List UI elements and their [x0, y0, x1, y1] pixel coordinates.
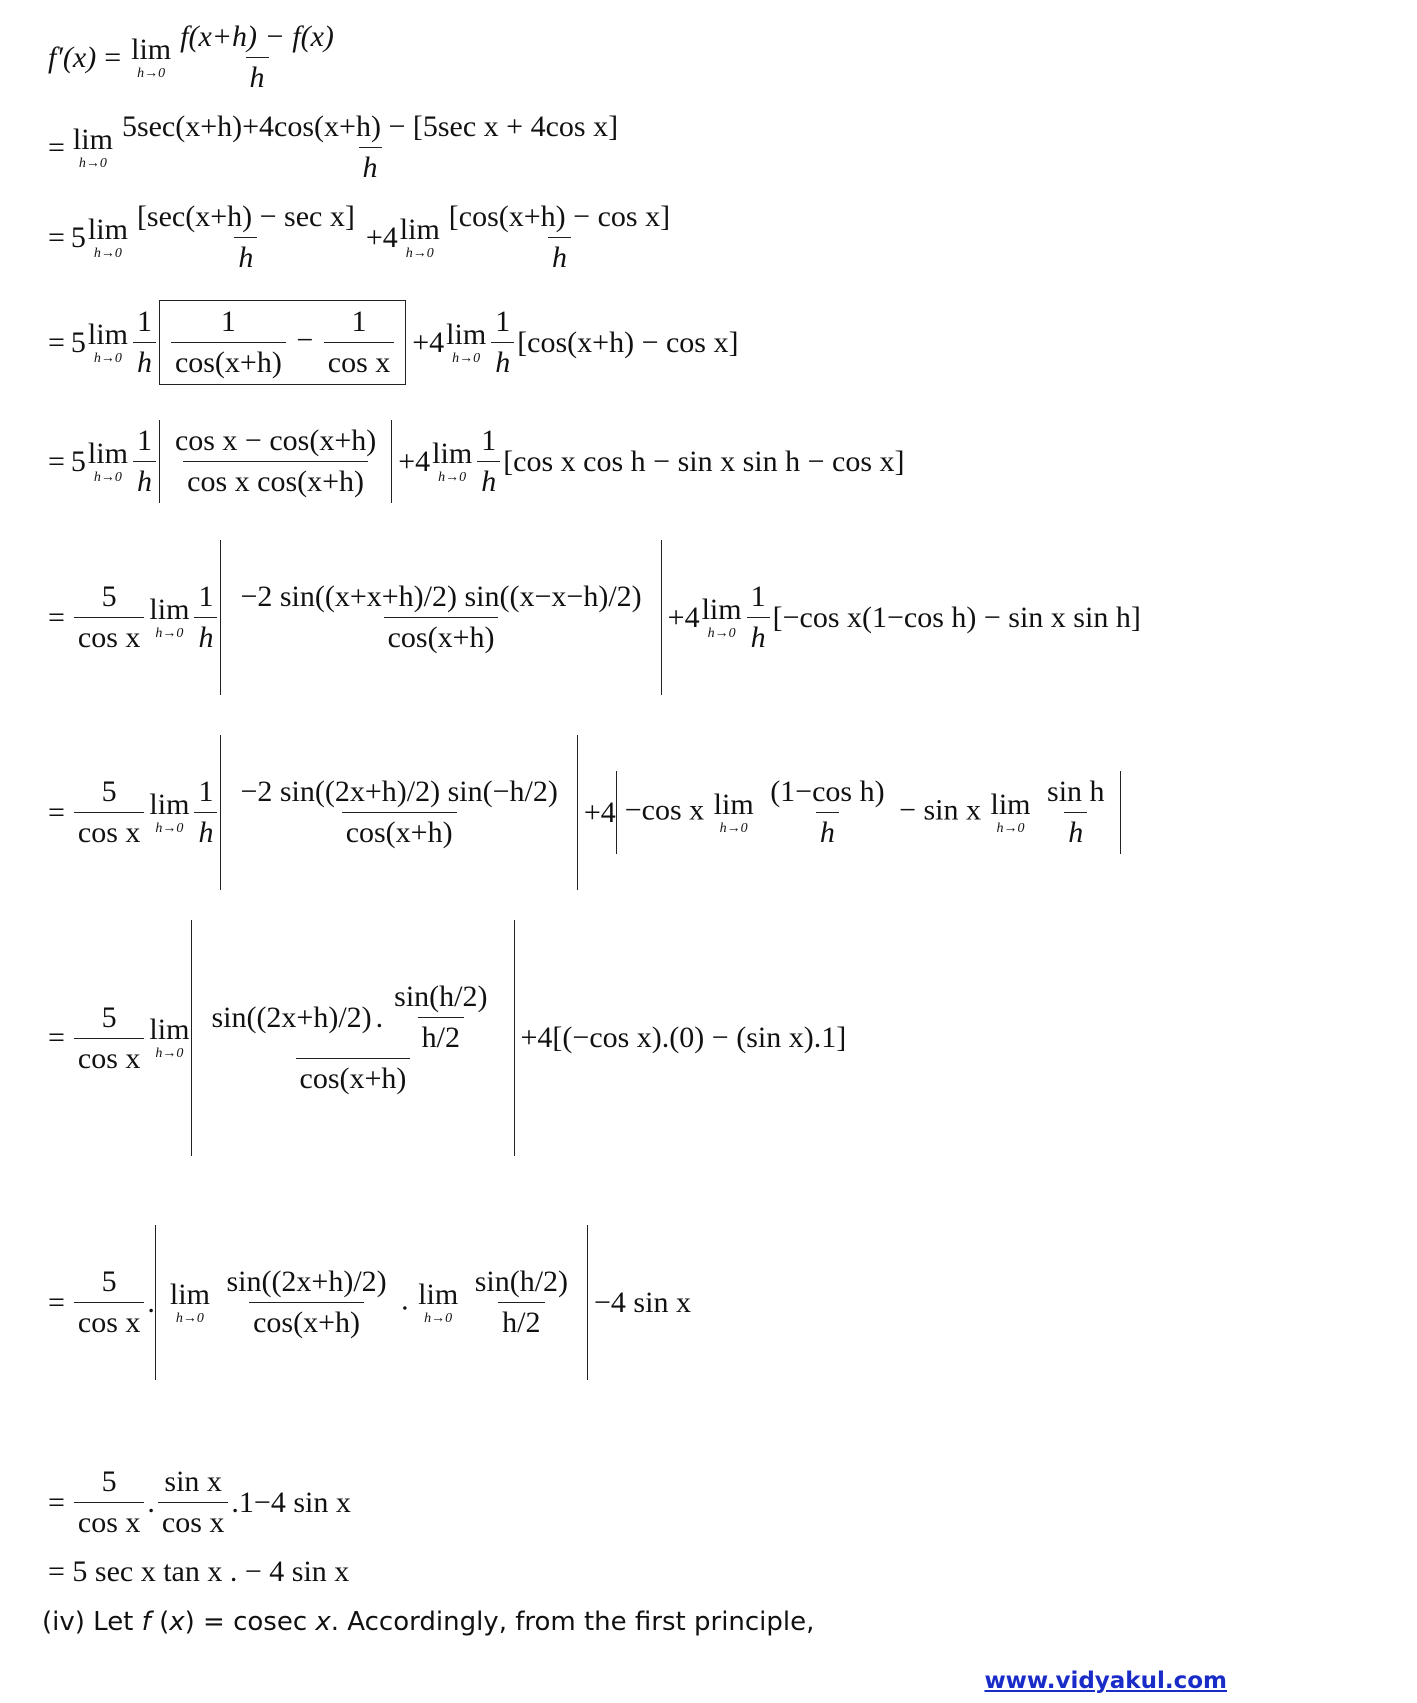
- simplified-sine-line: = $\frac{5}{\text{cos x}}$ lim h→0 $\frac{1}{h}$ $\frac{-2 \sin((2x+h)/2) \sin(-h/2)}{\cos(x+h)}$ +4 −cos x lim h→0 $\frac{\text{(1−cos h)}}{h}$ − sin x lim h→0 $\frac{\text{sin h}}{h}$: [48, 735, 1121, 890]
- bracket-group: $\frac{1}{\cos(x+h)}$ − $\frac{1}{\text{cos x}}$: [159, 300, 406, 385]
- limit-operator: lim h→0: [131, 32, 172, 81]
- bracket-group: $\frac{\text{cos x − cos(x+h)}}{\text{cos x cos(x+h)}}$: [159, 420, 392, 503]
- product-of-limits-line: = $\frac{5}{\text{cos x}}$ . lim h→0 $\frac{\sin((2x+h)/2)}{\cos(x+h)}$ . lim h→0 $\frac{\sin(h/2)}{h/2}$ −4 sin x: [48, 1225, 691, 1380]
- substituted-quotient: $\frac{\text{5sec(x+h)+4cos(x+h) − [5sec x + 4cos x]}}{h}$: [121, 110, 619, 184]
- derivative-definition-line: [48, 20, 341, 95]
- evaluated-line: = $\frac{5}{\text{cos x}}$ . $\frac{\text{sin x}}{\text{cos x}}$ .1−4 sin x: [48, 1465, 351, 1539]
- secant-quotient: $\frac{\text{[sec(x+h) − sec x]}}{h}$: [136, 200, 355, 274]
- reciprocal-line: = 5 lim h→0 $\frac{1}{h}$ $\frac{1}{\cos(x+h)}$ − $\frac{1}{\text{cos x}}$ +4 lim h→0 $\frac{1}{h}$ [cos(x+h) − cos x]: [48, 300, 738, 385]
- substitution-line: = lim h→0 $\frac{\text{5sec(x+h)+4cos(x+h) − [5sec x + 4cos x]}}{h}$: [48, 110, 625, 185]
- limit-operator: lim h→0: [72, 122, 113, 171]
- standard-limit-line: = $\frac{5}{\text{cos x}}$ lim h→0 sin((2x+h)/2) . $\frac{\sin(h/2)}{h/2}$ cos(x+h) +4[(−cos x).(0) − (sin x).1]: [48, 920, 846, 1156]
- equals-sign: =: [104, 40, 122, 74]
- problem-statement: (iv) Let f (x) = cosec x. Accordingly, from the first principle,: [42, 1607, 815, 1637]
- common-denominator-line: = 5 lim h→0 $\frac{1}{h}$ $\frac{\text{cos x − cos(x+h)}}{\text{cos x cos(x+h)}}$ +4 lim h→0 $\frac{1}{h}$ [cos x cos h − sin x sin h − cos x]: [48, 420, 905, 503]
- f-prime: f′(x): [48, 40, 97, 74]
- bracket-group: $\frac{-2 \sin((2x+h)/2) \sin(-h/2)}{\cos(x+h)}$: [220, 735, 577, 890]
- bracket-group-2: −cos x lim h→0 $\frac{\text{(1−cos h)}}{h}$ − sin x lim h→0 $\frac{\text{sin h}}{h}$: [616, 771, 1121, 854]
- cosine-quotient: $\frac{\text{[cos(x+h) − cos x]}}{h}$: [448, 200, 671, 274]
- bracket-group: lim h→0 $\frac{\sin((2x+h)/2)}{\cos(x+h)}$ . lim h→0 $\frac{\sin(h/2)}{h/2}$: [155, 1225, 588, 1380]
- website-link[interactable]: www.vidyakul.com: [984, 1668, 1227, 1694]
- bracket-group: $\frac{-2 \sin((x+x+h)/2) \sin((x-x-h)/2)}{\cos(x+h)}$: [220, 540, 661, 695]
- difference-quotient: $\frac{f(x+h) - f(x)}{h}$: [180, 20, 334, 94]
- sum-to-product-line: = $\frac{5}{\text{cos x}}$ lim h→0 $\frac{1}{h}$ $\frac{-2 \sin((x+x+h)/2) \sin((x-x-h)/2)}{\cos(x+h)}$ +4 lim h→0 $\frac{1}{h}$ [−cos x(1−cos h) − sin x sin h]: [48, 540, 1141, 695]
- bracket-group: sin((2x+h)/2) . $\frac{\sin(h/2)}{h/2}$ cos(x+h): [191, 920, 514, 1156]
- split-limits-line: = 5 lim h→0 $\frac{\text{[sec(x+h) − sec x]}}{h}$ +4 lim h→0 $\frac{\text{[cos(x+h) − cos x]}}{h}$: [48, 200, 677, 275]
- final-result-line: = 5 sec x tan x . − 4 sin x: [48, 1555, 350, 1588]
